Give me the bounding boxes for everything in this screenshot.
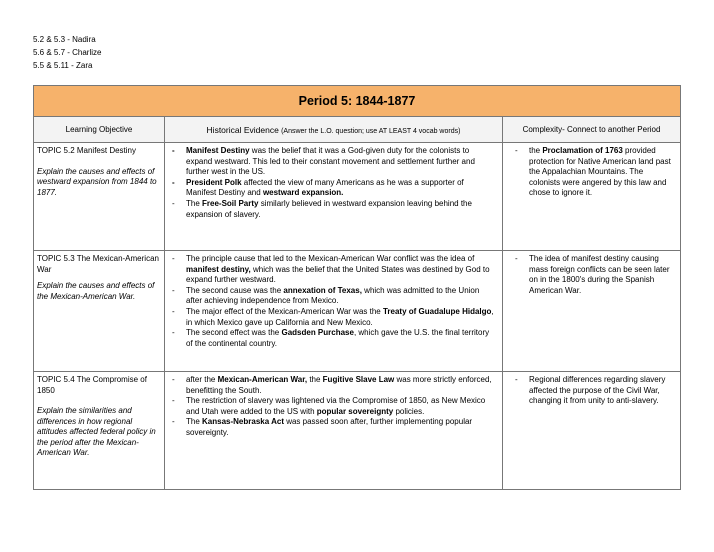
- topic-objective: Explain the causes and effects of the Mexican-American War.: [37, 281, 155, 301]
- complexity-cell: [503, 372, 681, 490]
- title-row: [34, 86, 681, 117]
- vocab-term: Manifest Destiny: [186, 146, 250, 155]
- vocab-term: President Polk: [186, 177, 242, 187]
- evidence-text: The principle cause that led to the Mexican-American War conflict was the idea of: [186, 254, 475, 263]
- vocab-term: Kansas-Nebraska Act: [202, 417, 284, 427]
- evidence-text: The idea of manifest destiny causing mass foreign conflicts can be seen later on in the 1800's during the Spanish American War.: [529, 254, 670, 295]
- header-row: [34, 117, 681, 143]
- header-complexity: Complexity- Connect to another Period: [503, 117, 681, 143]
- evidence-item: [169, 178, 496, 199]
- topic-row: [34, 143, 681, 251]
- evidence-text: The: [186, 417, 203, 427]
- bullet-dash: -: [515, 254, 518, 263]
- topic-objective: Explain the causes and effects of westward expansion from 1844 to 1877.: [37, 166, 157, 197]
- evidence-text: provided protection for Native American land past the Appalachian Mountains. The colonists were angered by this law and chose to ignore it.: [529, 146, 671, 198]
- complexity-item: [507, 146, 674, 199]
- evidence-text: , which gave the U.S. the final territory of the continental country.: [186, 328, 490, 348]
- header-historical-evidence: [165, 117, 503, 143]
- vocab-term: popular sovereignty: [316, 406, 394, 416]
- vocab-term: Proclamation of 1763: [542, 146, 623, 155]
- evidence-text: was more strictly enforced, benefitting the South.: [186, 375, 492, 395]
- vocab-term: Gadsden Purchase: [281, 328, 354, 338]
- evidence-text: the: [529, 146, 543, 155]
- topic-cell: [34, 143, 165, 251]
- bullet-dash: -: [172, 177, 175, 187]
- bullet-dash: -: [172, 396, 175, 406]
- complexity-list: [503, 372, 680, 407]
- evidence-item: [169, 199, 496, 220]
- bullet-dash: -: [172, 254, 175, 263]
- topic-title: TOPIC 5.4 The Compromise of 1850: [37, 375, 147, 395]
- assignment-line: 5.6 & 5.7 - Charlize: [33, 48, 102, 57]
- evidence-text: after the: [186, 375, 218, 384]
- complexity-list: [503, 251, 680, 296]
- evidence-text: The: [186, 198, 203, 208]
- topic-cell: [34, 372, 165, 490]
- bullet-dash: -: [172, 285, 175, 295]
- evidence-text: The second cause was the: [186, 285, 284, 295]
- complexity-list: [503, 143, 680, 199]
- bullet-dash: -: [172, 198, 175, 208]
- evidence-item: [169, 286, 496, 307]
- evidence-list: [165, 143, 502, 220]
- complexity-cell: [503, 143, 681, 251]
- evidence-item: [169, 417, 496, 438]
- evidence-cell: [165, 143, 503, 251]
- evidence-item: [169, 254, 496, 286]
- topic-title: TOPIC 5.2 Manifest Destiny: [37, 146, 136, 155]
- bullet-dash: -: [172, 328, 175, 338]
- vocab-term: Treaty of Guadalupe Hidalgo: [382, 306, 492, 316]
- complexity-item: [507, 254, 674, 296]
- evidence-list: [165, 251, 502, 349]
- assignment-list: [33, 33, 101, 72]
- bullet-dash: -: [515, 375, 518, 384]
- topic-row: [34, 372, 681, 490]
- evidence-text: The second effect was the: [186, 328, 282, 338]
- topic-title: TOPIC 5.3 The Mexican-American War: [37, 254, 159, 274]
- vocab-term: manifest destiny,: [186, 264, 251, 274]
- vocab-term: annexation of Texas,: [283, 285, 362, 295]
- evidence-text: , in which Mexico gave up California and New Mexico.: [186, 306, 494, 327]
- evidence-list: [165, 372, 502, 439]
- complexity-item: [507, 375, 674, 407]
- evidence-item: [169, 328, 496, 349]
- vocab-term: Free-Soil Party: [202, 198, 259, 208]
- evidence-text: similarly believed in westward expansion leaving behind the expansion of slavery.: [186, 198, 472, 219]
- bullet-dash: -: [172, 375, 175, 384]
- evidence-text: The restriction of slavery was lightened via the Compromise of 1850, as New Mexico and Utah were added to the US with: [186, 396, 486, 416]
- evidence-cell: [165, 372, 503, 490]
- evidence-text: which was the belief that the United States was destined by God to expand further westward.: [186, 264, 490, 285]
- header-learning-objective: Learning Objective: [34, 117, 165, 143]
- header-historical-evidence-note: (Answer the L.O. question; use AT LEAST 4 vocab words): [281, 127, 461, 135]
- topic-objective: Explain the similarities and differences in how regional attitudes affected federal policy in the period after the Mexican-American War.: [37, 406, 156, 457]
- vocab-term: Fugitive Slave Law: [322, 375, 395, 384]
- vocab-term: westward expansion.: [262, 188, 344, 198]
- complexity-cell: [503, 251, 681, 372]
- evidence-text: Regional differences regarding slavery affected the purpose of the Civil War, changing it from unity to anti-slavery.: [529, 375, 666, 406]
- evidence-text: the: [307, 375, 323, 384]
- topic-cell: [34, 251, 165, 372]
- evidence-text: The major effect of the Mexican-American War was the: [186, 306, 383, 316]
- topic-row: [34, 251, 681, 372]
- vocab-term: Mexican-American War,: [217, 375, 308, 384]
- evidence-cell: [165, 251, 503, 372]
- period-table: [33, 85, 681, 490]
- bullet-dash: -: [172, 146, 175, 155]
- evidence-text: affected the view of many Americans as he was a supporter of Manifest Destiny and: [186, 177, 464, 198]
- evidence-text: policies.: [393, 406, 425, 416]
- bullet-dash: -: [515, 146, 518, 155]
- assignment-line: 5.5 & 5.11 - Zara: [33, 61, 93, 70]
- header-historical-evidence-label: Historical Evidence: [206, 124, 279, 135]
- evidence-item: [169, 375, 496, 396]
- evidence-text: was the belief that it was a God-given duty for the colonists to expand westward. This led to their constant movement and settlement further and further west in the US.: [186, 146, 475, 177]
- assignment-line: 5.2 & 5.3 - Nadira: [33, 35, 96, 44]
- period-title: Period 5: 1844-1877: [34, 86, 681, 117]
- evidence-text: which was admitted to the Union after achieving independence from Mexico.: [186, 285, 480, 306]
- evidence-item: [169, 146, 496, 178]
- evidence-item: [169, 396, 496, 417]
- evidence-item: [169, 307, 496, 328]
- bullet-dash: -: [172, 306, 175, 316]
- bullet-dash: -: [172, 417, 175, 427]
- evidence-text: was passed soon after, further implementing popular sovereignty.: [186, 417, 473, 437]
